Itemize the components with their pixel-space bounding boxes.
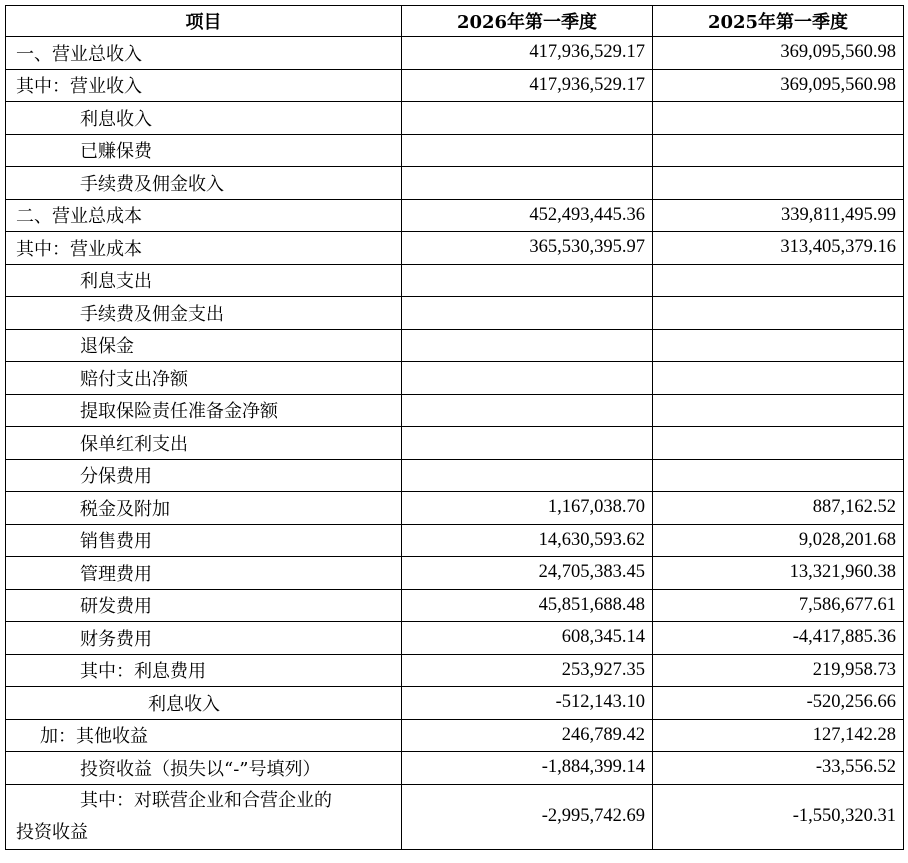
row-label: 研发费用 bbox=[6, 589, 402, 622]
table-row bbox=[6, 264, 904, 297]
value-2025 bbox=[653, 167, 904, 200]
row-label: 税金及附加 bbox=[6, 492, 402, 525]
header-row bbox=[6, 6, 904, 37]
table-row bbox=[6, 492, 904, 525]
row-label: 退保金 bbox=[6, 329, 402, 362]
row-label-line2: 投资收益 bbox=[16, 821, 88, 843]
value-2025: 887,162.52 bbox=[653, 492, 904, 525]
value-2026: 14,630,593.62 bbox=[402, 524, 653, 557]
row-label: 财务费用 bbox=[6, 622, 402, 655]
value-2025 bbox=[653, 394, 904, 427]
value-2025: -520,256.66 bbox=[653, 687, 904, 720]
value-2026: 253,927.35 bbox=[402, 654, 653, 687]
value-2025: -33,556.52 bbox=[653, 752, 904, 785]
row-label: 手续费及佣金支出 bbox=[6, 297, 402, 330]
table-row bbox=[6, 459, 904, 492]
value-2025: -1,550,320.31 bbox=[653, 784, 904, 849]
income-statement bbox=[5, 5, 903, 850]
header-2026-q1: 2026年第一季度 bbox=[402, 6, 653, 37]
table-row bbox=[6, 134, 904, 167]
value-2025 bbox=[653, 264, 904, 297]
value-2026 bbox=[402, 297, 653, 330]
table-row bbox=[6, 719, 904, 752]
value-2026: 246,789.42 bbox=[402, 719, 653, 752]
row-label: 手续费及佣金收入 bbox=[6, 167, 402, 200]
value-2026 bbox=[402, 264, 653, 297]
table-row bbox=[6, 427, 904, 460]
income-statement-table bbox=[5, 5, 904, 850]
value-2025 bbox=[653, 102, 904, 135]
value-2025: 313,405,379.16 bbox=[653, 232, 904, 265]
header-item: 项目 bbox=[6, 6, 402, 37]
value-2026: -1,884,399.14 bbox=[402, 752, 653, 785]
row-label: 利息收入 bbox=[6, 102, 402, 135]
value-2026: 1,167,038.70 bbox=[402, 492, 653, 525]
value-2026: -512,143.10 bbox=[402, 687, 653, 720]
value-2026 bbox=[402, 102, 653, 135]
value-2025: 369,095,560.98 bbox=[653, 69, 904, 102]
row-label: 销售费用 bbox=[6, 524, 402, 557]
table-row bbox=[6, 654, 904, 687]
value-2026 bbox=[402, 167, 653, 200]
value-2026: 452,493,445.36 bbox=[402, 199, 653, 232]
value-2026 bbox=[402, 459, 653, 492]
value-2025: -4,417,885.36 bbox=[653, 622, 904, 655]
table-row bbox=[6, 784, 904, 849]
row-label: 一、营业总收入 bbox=[6, 37, 402, 70]
value-2025 bbox=[653, 362, 904, 395]
value-2025: 9,028,201.68 bbox=[653, 524, 904, 557]
value-2026: 417,936,529.17 bbox=[402, 69, 653, 102]
table-row bbox=[6, 37, 904, 70]
table-row bbox=[6, 557, 904, 590]
row-label: 管理费用 bbox=[6, 557, 402, 590]
table-row bbox=[6, 589, 904, 622]
row-label: 提取保险责任准备金净额 bbox=[6, 394, 402, 427]
value-2025: 219,958.73 bbox=[653, 654, 904, 687]
table-row bbox=[6, 687, 904, 720]
value-2025: 7,586,677.61 bbox=[653, 589, 904, 622]
row-label: 二、营业总成本 bbox=[6, 199, 402, 232]
value-2025: 13,321,960.38 bbox=[653, 557, 904, 590]
value-2026 bbox=[402, 329, 653, 362]
table-row bbox=[6, 622, 904, 655]
value-2025 bbox=[653, 459, 904, 492]
value-2026: -2,995,742.69 bbox=[402, 784, 653, 849]
value-2026: 608,345.14 bbox=[402, 622, 653, 655]
value-2026: 24,705,383.45 bbox=[402, 557, 653, 590]
table-row bbox=[6, 752, 904, 785]
value-2026: 45,851,688.48 bbox=[402, 589, 653, 622]
table-row bbox=[6, 297, 904, 330]
value-2026 bbox=[402, 362, 653, 395]
value-2025 bbox=[653, 427, 904, 460]
table-row bbox=[6, 69, 904, 102]
row-label: 投资收益（损失以“-”号填列） bbox=[6, 752, 402, 785]
table-row bbox=[6, 362, 904, 395]
row-label: 分保费用 bbox=[6, 459, 402, 492]
row-label: 已赚保费 bbox=[6, 134, 402, 167]
value-2026: 365,530,395.97 bbox=[402, 232, 653, 265]
row-label: 保单红利支出 bbox=[6, 427, 402, 460]
row-label-line1: 其中：对联营企业和合营企业的 bbox=[80, 789, 332, 811]
row-label: 利息支出 bbox=[6, 264, 402, 297]
value-2025: 339,811,495.99 bbox=[653, 199, 904, 232]
value-2026 bbox=[402, 394, 653, 427]
value-2026 bbox=[402, 134, 653, 167]
table-row bbox=[6, 232, 904, 265]
row-label: 赔付支出净额 bbox=[6, 362, 402, 395]
value-2026: 417,936,529.17 bbox=[402, 37, 653, 70]
table-row bbox=[6, 329, 904, 362]
row-label: 加：其他收益 bbox=[6, 719, 402, 752]
value-2026 bbox=[402, 427, 653, 460]
table-row bbox=[6, 167, 904, 200]
table-row bbox=[6, 394, 904, 427]
table-row bbox=[6, 524, 904, 557]
table-row bbox=[6, 199, 904, 232]
value-2025: 369,095,560.98 bbox=[653, 37, 904, 70]
row-label bbox=[6, 784, 402, 849]
value-2025 bbox=[653, 134, 904, 167]
row-label: 其中：利息费用 bbox=[6, 654, 402, 687]
row-label: 利息收入 bbox=[6, 687, 402, 720]
value-2025: 127,142.28 bbox=[653, 719, 904, 752]
row-label: 其中：营业成本 bbox=[6, 232, 402, 265]
row-label: 其中：营业收入 bbox=[6, 69, 402, 102]
header-2025-q1: 2025年第一季度 bbox=[653, 6, 904, 37]
value-2025 bbox=[653, 329, 904, 362]
value-2025 bbox=[653, 297, 904, 330]
table-row bbox=[6, 102, 904, 135]
